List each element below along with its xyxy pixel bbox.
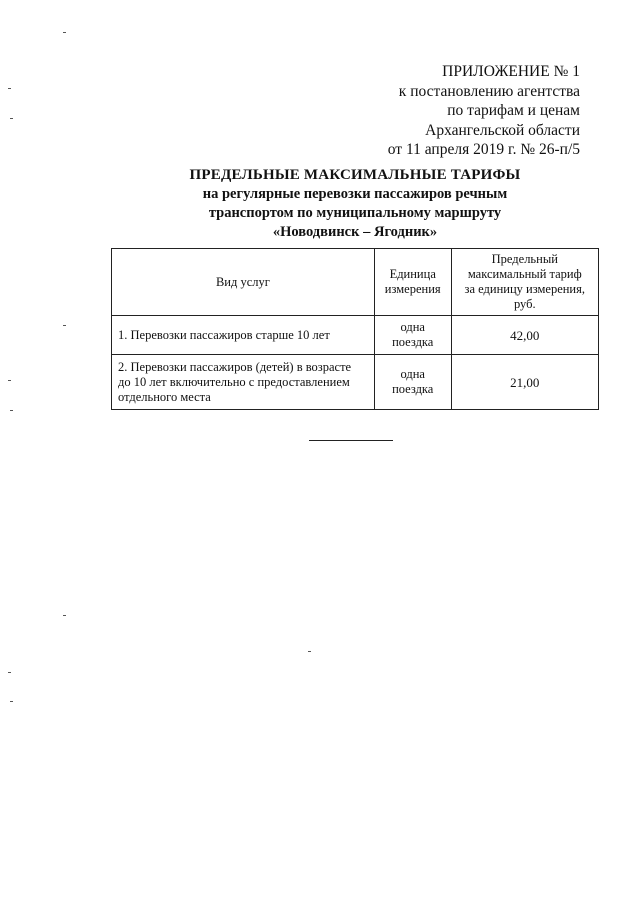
end-divider-line bbox=[309, 440, 393, 441]
scan-mark bbox=[63, 325, 66, 326]
route-name: «Новодвинск – Ягодник» bbox=[272, 224, 438, 240]
header-price-label: максимальный тариф bbox=[467, 267, 582, 281]
scan-mark bbox=[63, 615, 66, 616]
scan-mark bbox=[8, 380, 11, 381]
table-row bbox=[112, 316, 599, 355]
appendix-ref-line: по тарифам и ценам bbox=[447, 102, 580, 119]
header-price-label: руб. bbox=[513, 297, 536, 311]
scan-mark bbox=[10, 410, 13, 411]
header-unit-label: Единица bbox=[389, 267, 436, 281]
header-unit bbox=[374, 249, 451, 316]
scan-mark bbox=[10, 701, 13, 702]
header-unit-label: измерения bbox=[384, 282, 441, 296]
service-text: отдельного места bbox=[118, 389, 211, 404]
unit-cell bbox=[374, 316, 451, 355]
appendix-ref-line: к постановлению агентства bbox=[398, 82, 580, 100]
scan-mark bbox=[8, 672, 11, 673]
document-subtitle-line: транспортом по муниципальному маршруту bbox=[208, 205, 502, 221]
unit-text: поездка bbox=[392, 382, 434, 396]
unit-text: одна bbox=[400, 320, 425, 334]
header-price-label: Предельный bbox=[491, 252, 558, 266]
appendix-date: от 11 апреля 2019 г. № 26-п/5 bbox=[387, 141, 580, 158]
service-text: 1. Перевозки пассажиров старше 10 лет bbox=[118, 327, 330, 342]
unit-text: одна bbox=[400, 367, 425, 381]
appendix-ref-line: Архангельской области bbox=[425, 121, 580, 139]
table-header-row bbox=[112, 249, 599, 316]
service-text: до 10 лет включительно с предоставлением bbox=[118, 374, 350, 389]
scan-mark bbox=[308, 651, 311, 652]
document-title: ПРЕДЕЛЬНЫЕ МАКСИМАЛЬНЫЕ ТАРИФЫ bbox=[189, 167, 521, 183]
scan-mark bbox=[10, 118, 13, 119]
service-cell bbox=[112, 355, 375, 410]
header-price-label: за единицу измерения, bbox=[464, 282, 585, 296]
appendix-number: ПРИЛОЖЕНИЕ № 1 bbox=[442, 63, 580, 80]
unit-cell bbox=[374, 355, 451, 410]
document-subtitle-line: на регулярные перевозки пассажиров речным bbox=[202, 186, 508, 202]
header-service-label: Вид услуг bbox=[215, 274, 270, 289]
service-cell bbox=[112, 316, 375, 355]
header-service bbox=[112, 249, 375, 316]
scan-mark bbox=[63, 32, 66, 33]
unit-text: поездка bbox=[392, 335, 434, 349]
header-price bbox=[451, 249, 598, 316]
table-row bbox=[112, 355, 599, 410]
document-heading bbox=[110, 166, 600, 242]
scan-mark bbox=[8, 88, 11, 89]
tariff-table bbox=[111, 248, 599, 410]
appendix-block bbox=[340, 62, 580, 160]
price-cell: 42,00 bbox=[451, 316, 598, 355]
service-text: 2. Перевозки пассажиров (детей) в возрасте bbox=[118, 359, 352, 374]
price-cell: 21,00 bbox=[451, 355, 598, 410]
